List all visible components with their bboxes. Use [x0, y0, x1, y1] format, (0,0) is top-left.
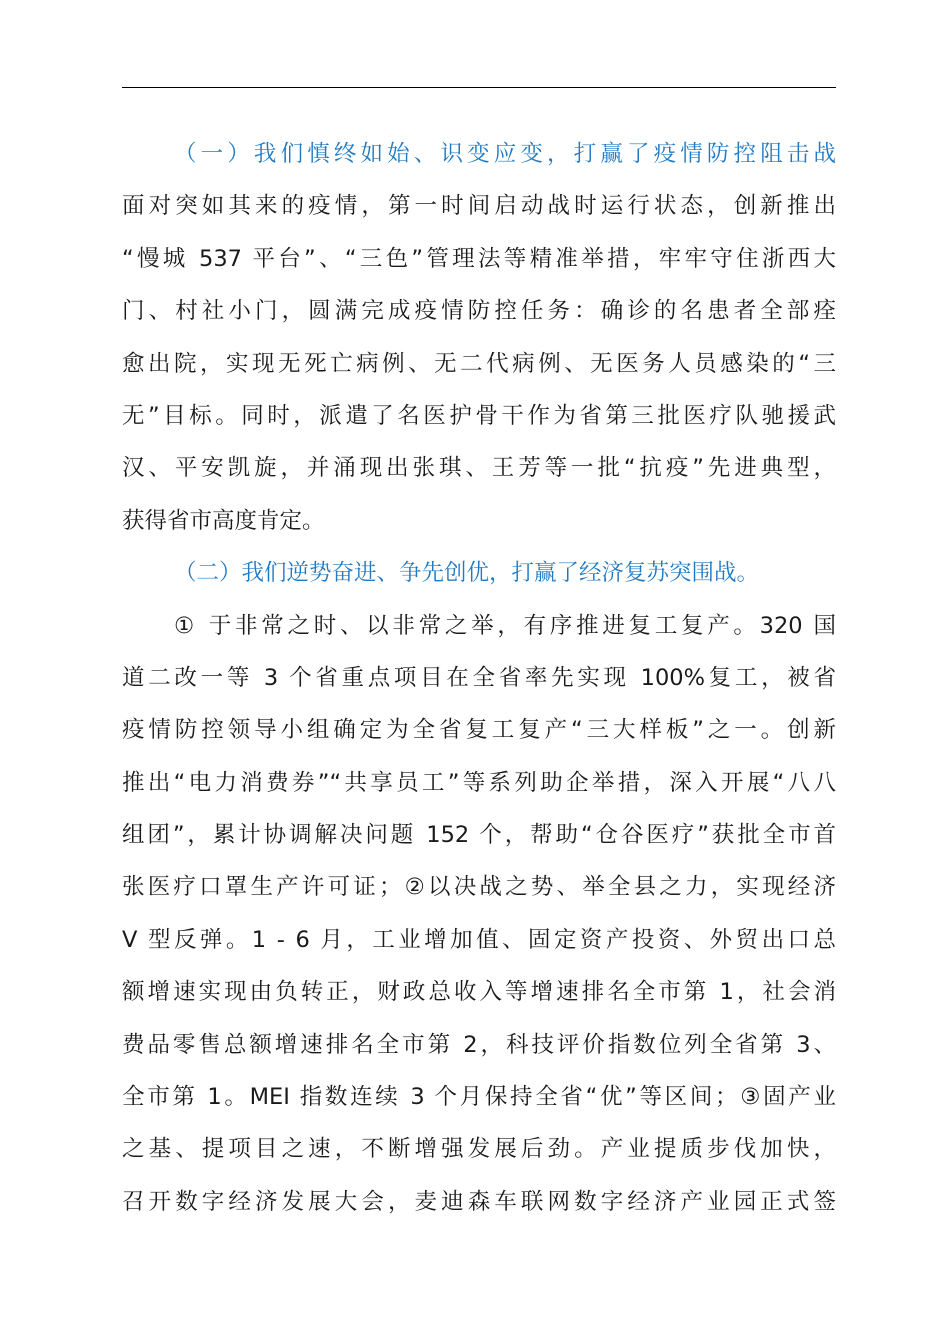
paragraph-line: 道二改一等 3 个省重点项目在全省率先实现 100%复工，被省 [122, 664, 836, 691]
paragraph-line: ① 于非常之时、以非常之举，有序推进复工复产。320 国 [174, 612, 836, 639]
paragraph-line: 疫情防控领导小组确定为全省复工复产“三大样板”之一。创新 [122, 717, 836, 744]
paragraph-line: 汉、平安凯旋，并涌现出张琪、王芳等一批“抗疫”先进典型， [122, 455, 836, 482]
paragraph-line: 推出“电力消费券”“共享员工”等系列助企举措，深入开展“八八 [122, 769, 836, 796]
paragraph-line: 张医疗口罩生产许可证；②以决战之势、举全县之力，实现经济 [122, 874, 836, 901]
paragraph-line: 之基、提项目之速，不断增强发展后劲。产业提质步伐加快， [122, 1136, 836, 1163]
paragraph-line: 全市第 1。MEI 指数连续 3 个月保持全省“优”等区间；③固产业 [122, 1084, 836, 1111]
header-rule [122, 87, 836, 88]
paragraph-line: 召开数字经济发展大会，麦迪森车联网数字经济产业园正式签 [122, 1188, 836, 1215]
paragraph-line: 面对突如其来的疫情，第一时间启动战时运行状态，创新推出 [122, 193, 836, 220]
paragraph-line: “慢城 537 平台”、“三色”管理法等精准举措，牢牢守住浙西大 [122, 245, 836, 272]
paragraph-line: 额增速实现由负转正，财政总收入等增速排名全市第 1，社会消 [122, 979, 836, 1006]
section-2-heading: （二）我们逆势奋进、争先创优，打赢了经济复苏突围战。 [174, 560, 760, 587]
document-body [122, 128, 836, 1228]
paragraph-line: 组团”，累计协调解决问题 152 个，帮助“仓谷医疗”获批全市首 [122, 822, 836, 849]
paragraph-line: V 型反弹。1 - 6 月，工业增加值、固定资产投资、外贸出口总 [122, 926, 836, 953]
paragraph-line: 门、村社小门，圆满完成疫情防控任务：确诊的名患者全部痊 [122, 298, 836, 325]
paragraph-line: 无”目标。同时，派遣了名医护骨干作为省第三批医疗队驰援武 [122, 402, 836, 429]
paragraph-line: 获得省市高度肯定。 [122, 507, 325, 534]
paragraph-line: 愈出院，实现无死亡病例、无二代病例、无医务人员感染的“三 [122, 350, 836, 377]
section-1-heading: （一）我们慎终如始、识变应变，打赢了疫情防控阻击战 [174, 141, 836, 167]
paragraph-line: 费品零售总额增速排名全市第 2，科技评价指数位列全省第 3、 [122, 1031, 836, 1058]
